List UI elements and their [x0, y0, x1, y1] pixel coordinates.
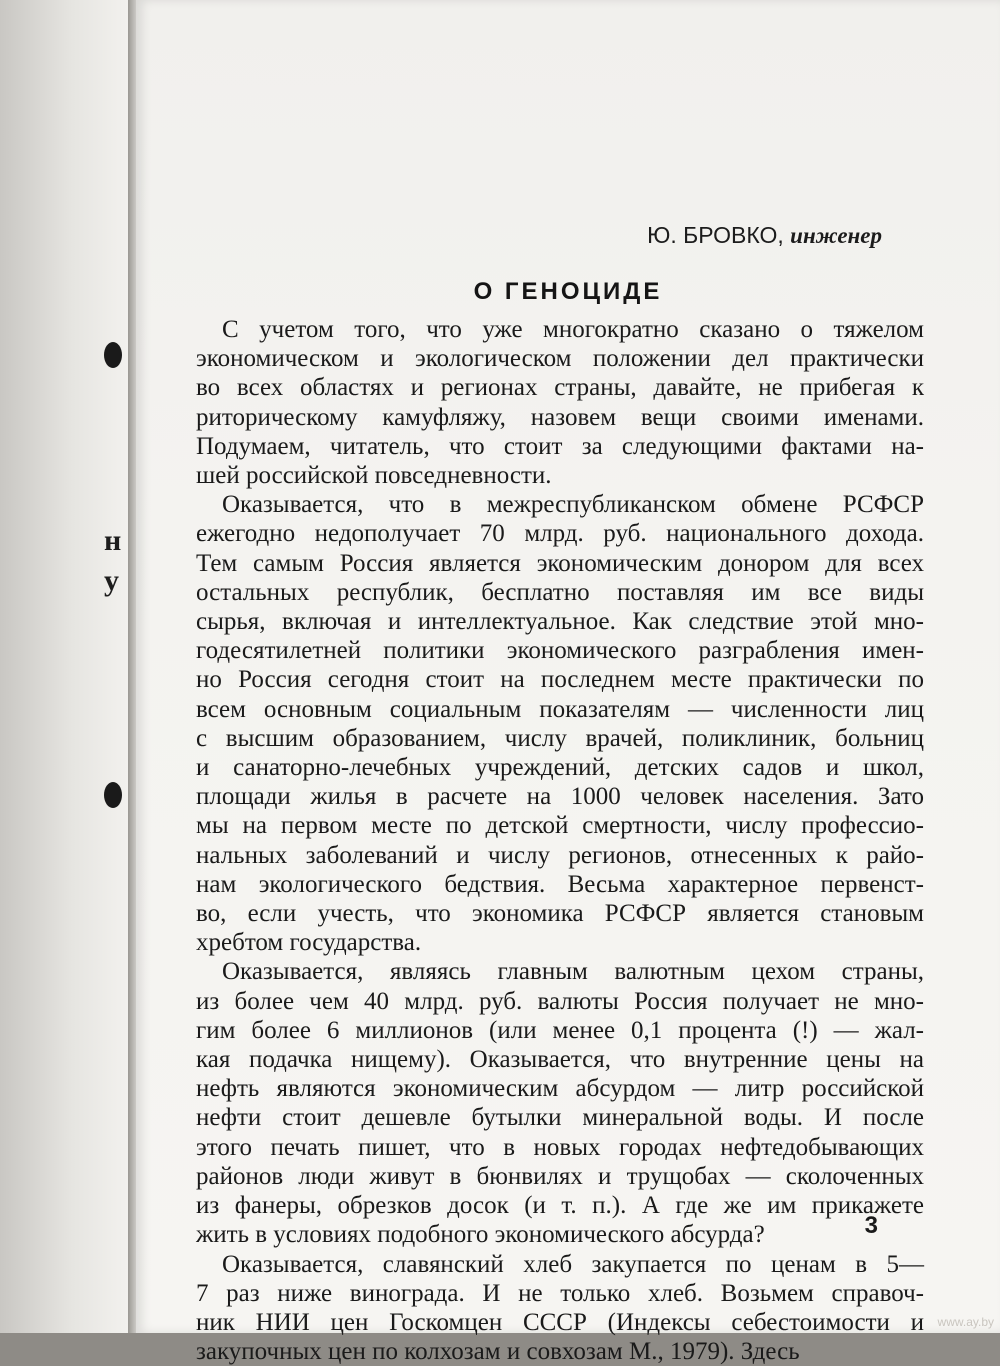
text-line: Оказывается, славянский хлеб закупается по ценам в 5— — [196, 1250, 924, 1279]
left-page-mark-2: у — [104, 564, 119, 598]
text-line: но Россия сегодня стоит на последнем месте практически по — [196, 665, 924, 694]
paragraph — [196, 957, 924, 1249]
text-line: кая подачка нищему). Оказывается, что внутренние цены на — [196, 1045, 924, 1074]
site-watermark: www.ay.by — [938, 1315, 994, 1329]
text-line: Подумаем, читатель, что стоит за следующими фактами на- — [196, 432, 924, 461]
author-name: Ю. БРОВКО, — [647, 222, 784, 248]
text-line: 7 раз ниже винограда. И не только хлеб. Возьмем справоч- — [196, 1279, 924, 1308]
text-line: районов люди живут в бюнвилях и трущобах — сколоченных — [196, 1162, 924, 1191]
text-line: нефти стоит дешевле бутылки минеральной воды. И после — [196, 1103, 924, 1132]
paragraph — [196, 315, 924, 490]
page-number: 3 — [865, 1212, 878, 1240]
text-line: экономическом и экологическом положении дел практически — [196, 344, 924, 373]
paragraph — [196, 490, 924, 957]
text-line: нальных заболеваний и числу регионов, отнесенных к райо- — [196, 841, 924, 870]
left-page-mark-1: н — [104, 524, 121, 558]
binding-hole-bottom — [104, 782, 122, 808]
text-line: этого печать пишет, что в новых городах нефтедобывающих — [196, 1133, 924, 1162]
text-line: Оказывается, являясь главным валютным цехом страны, — [196, 957, 924, 986]
text-line: ник НИИ цен Госкомцен СССР (Индексы себестоимости и — [196, 1308, 924, 1337]
text-line: Оказывается, что в межреспубликанском обмене РСФСР — [196, 490, 924, 519]
text-line: нефть являются экономическим абсурдом — литр российской — [196, 1074, 924, 1103]
previous-page-edge — [0, 0, 132, 1333]
text-line: годесятилетней политики экономического разграбления имен- — [196, 636, 924, 665]
text-line: во, если учесть, что экономика РСФСР является становым — [196, 899, 924, 928]
text-line: остальных республик, бесплатно поставляя им все виды — [196, 578, 924, 607]
text-line: площади жилья в расчете на 1000 человек населения. Зато — [196, 782, 924, 811]
text-line: и санаторно-лечебных учреждений, детских садов и школ, — [196, 753, 924, 782]
text-line: мы на первом месте по детской смертности, числу профессио- — [196, 811, 924, 840]
article-title: О ГЕНОЦИДЕ — [136, 278, 1000, 306]
article-body — [196, 315, 924, 1366]
text-line: всем основным социальным показателям — численности лиц — [196, 695, 924, 724]
text-line: закупочных цен по колхозам и совхозам М., 1979). Здесь — [196, 1337, 924, 1366]
text-line: жить в условиях подобного экономического абсурда? — [196, 1220, 924, 1249]
text-line: Тем самым Россия является экономическим донором для всех — [196, 549, 924, 578]
paragraph — [196, 1250, 924, 1366]
binding-hole-top — [104, 342, 122, 368]
text-line: шей российской повседневности. — [196, 461, 924, 490]
text-line: нам экологического бедствия. Весьма характерное первенст- — [196, 870, 924, 899]
text-line: хребтом государства. — [196, 928, 924, 957]
author-role: инженер — [790, 223, 882, 248]
text-line: гим более 6 миллионов (или менее 0,1 процента (!) — жал- — [196, 1016, 924, 1045]
text-line: ежегодно недополучает 70 млрд. руб. национального дохода. — [196, 519, 924, 548]
text-line: С учетом того, что уже многократно сказано о тяжелом — [196, 315, 924, 344]
text-line: из фанеры, обрезков досок (и т. п.). А где же им прикажете — [196, 1191, 924, 1220]
text-line: из более чем 40 млрд. руб. валюты Россия получает не мно- — [196, 987, 924, 1016]
text-line: риторическому камуфляжу, назовем вещи своими именами. — [196, 403, 924, 432]
text-line: сырья, включая и интеллектуальное. Как следствие этой мно- — [196, 607, 924, 636]
text-line: с высшим образованием, числу врачей, поликлиник, больниц — [196, 724, 924, 753]
author-byline — [647, 222, 882, 249]
text-line: во всех областях и регионах страны, давайте, не прибегая к — [196, 373, 924, 402]
document-page — [136, 0, 1000, 1333]
